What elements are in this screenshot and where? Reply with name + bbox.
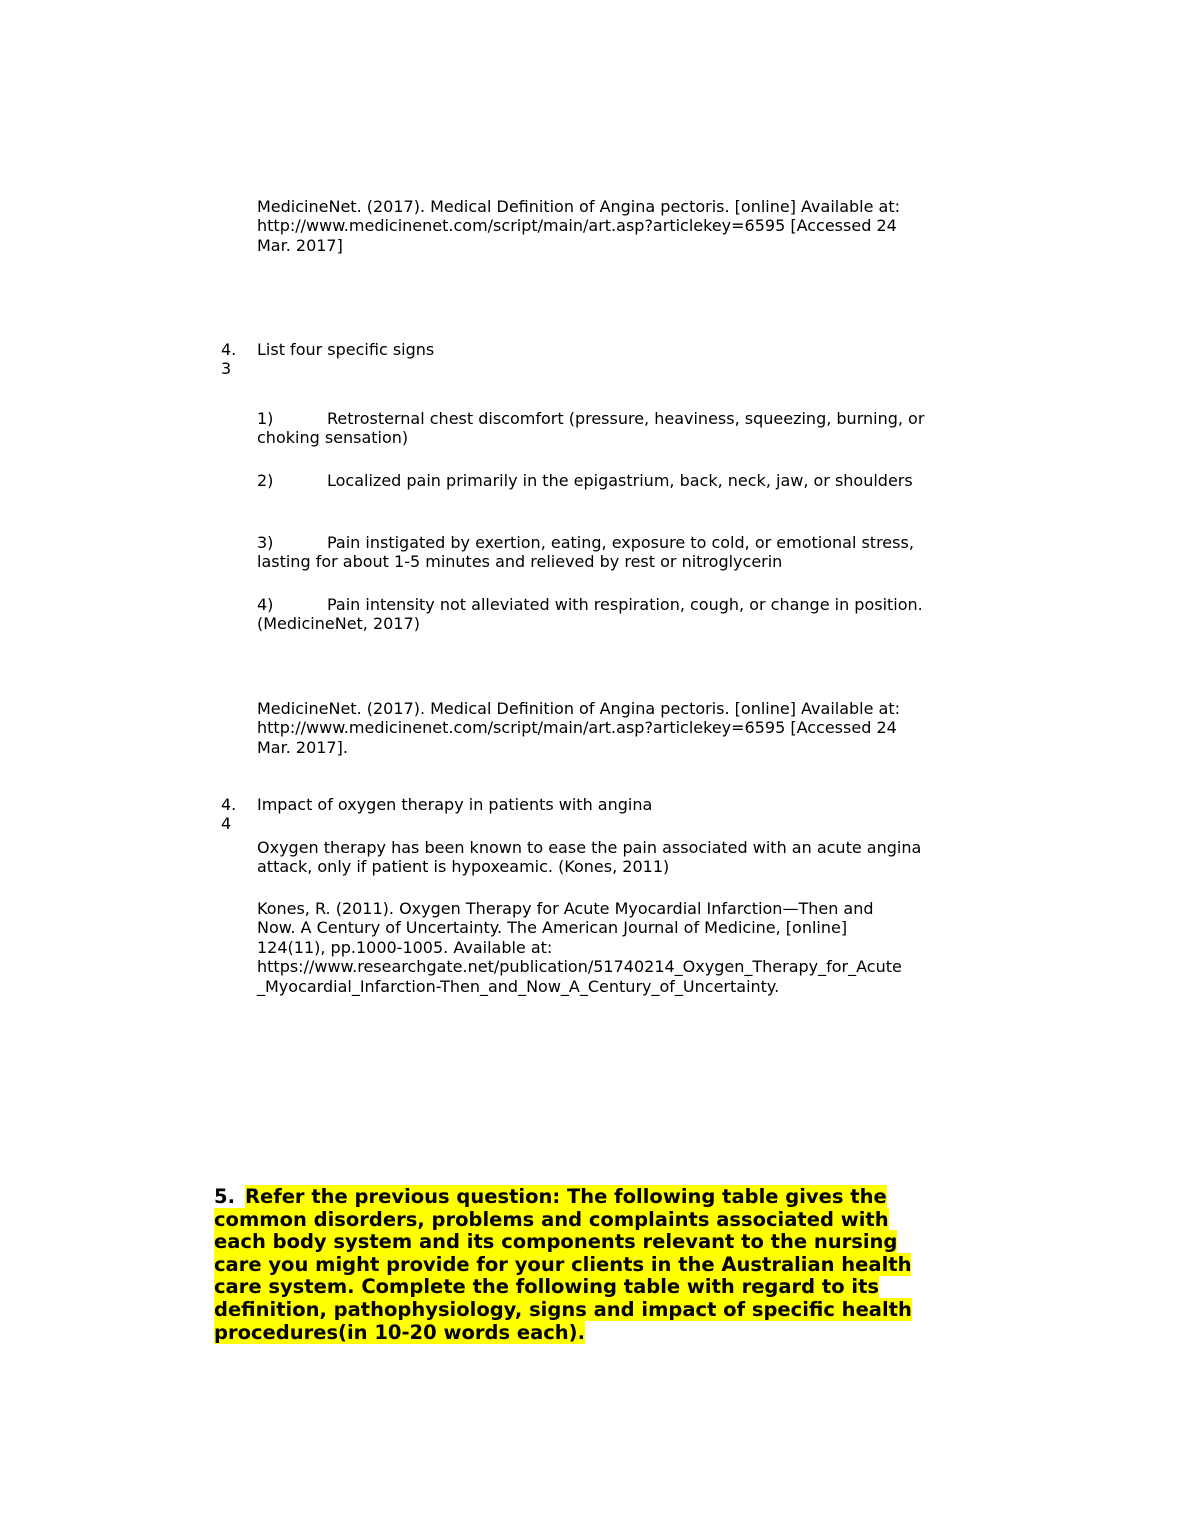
list-item-text: Retrosternal chest discomfort (pressure, heaviness, squeezing, burning, or choking sensation) — [257, 409, 925, 448]
answer-oxygen-therapy: Oxygen therapy has been known to ease the pain associated with an acute angina attack, only if patient is hypoxeamic. (Kones, 2011) — [257, 838, 922, 877]
reference-line: https://www.researchgate.net/publication/51740214_Oxygen_Therapy_for_Acute — [257, 957, 902, 977]
question-title-4-3: List four specific signs — [257, 340, 435, 359]
list-item — [257, 409, 929, 448]
list-item-number: 3) — [257, 533, 274, 552]
question-title-4-4: Impact of oxygen therapy in patients with angina — [257, 795, 653, 814]
reference-line: Now. A Century of Uncertainty. The American Journal of Medicine, [online] — [257, 918, 848, 938]
reference-medicinenet-signs: MedicineNet. (2017). Medical Definition of Angina pectoris. [online] Available at: http://www.medicinenet.com/script/main/art.asp?articlekey=6595 [Accessed 24 Mar. 2017]. — [257, 699, 901, 757]
list-item-text: Pain intensity not alleviated with respiration, cough, or change in position. (MedicineNet, 2017) — [257, 595, 923, 634]
reference-medicinenet-top: MedicineNet. (2017). Medical Definition of Angina pectoris. [online] Available at: http://www.medicinenet.com/script/main/art.asp?articlekey=6595 [Accessed 24 Mar. 2017] — [257, 197, 901, 255]
question-number-4-3 — [221, 340, 251, 379]
reference-line: _Myocardial_Infarction-Then_and_Now_A_Century_of_Uncertainty. — [257, 976, 780, 996]
list-item-text: Localized pain primarily in the epigastrium, back, neck, jaw, or shoulders — [327, 471, 913, 490]
question-5 — [214, 1186, 934, 1344]
question-number-part: 4. — [221, 340, 237, 359]
list-item — [257, 471, 929, 490]
reference-line: Kones, R. (2011). Oxygen Therapy for Acute Myocardial Infarction—Then and — [257, 899, 874, 918]
list-item-number: 1) — [257, 409, 274, 428]
list-item-text: Pain instigated by exertion, eating, exposure to cold, or emotional stress, lasting for about 1-5 minutes and relieved by rest or nitroglycerin — [257, 533, 914, 572]
question-number-part: 4 — [221, 814, 232, 834]
reference-line: 124(11), pp.1000-1005. Available at: — [257, 937, 553, 957]
list-item-number: 4) — [257, 595, 274, 614]
question-5-text-highlighted: Refer the previous question: The following table gives the common disorders, problems and complaints associated with each body system and its components relevant to the nursing care you might provide for your clients in the Australian health care system. Complete the following table with regard to its definition, pathophysiology, signs and impact of specific health procedures(in 10-20 words each). — [214, 1185, 912, 1344]
list-item — [257, 533, 929, 572]
list-item — [257, 595, 929, 634]
question-number-4-4 — [221, 795, 251, 834]
question-number-5: 5. — [214, 1185, 235, 1208]
reference-kones — [257, 899, 929, 996]
question-number-part: 4. — [221, 795, 237, 814]
list-item-number: 2) — [257, 471, 274, 490]
question-number-part: 3 — [221, 359, 232, 379]
